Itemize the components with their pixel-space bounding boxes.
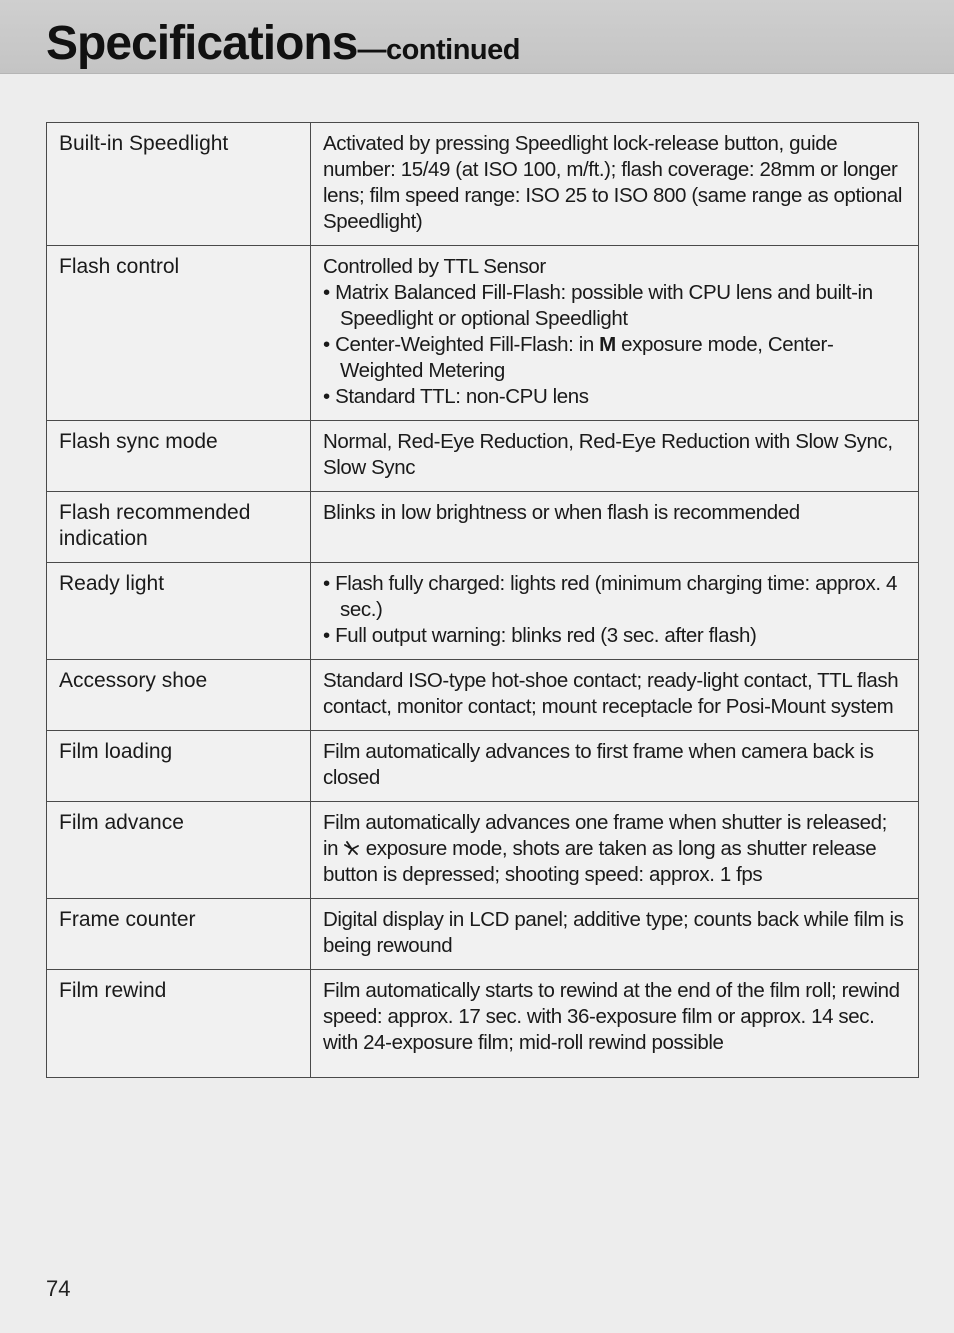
spec-value	[311, 246, 919, 421]
spec-value: Film automatically advances to first frame when camera back is closed	[311, 731, 919, 802]
bullet-item: • Standard TTL: non-CPU lens	[323, 385, 589, 408]
table-row	[47, 802, 919, 899]
spec-label: Flash sync mode	[47, 421, 311, 492]
continuous-mode-icon	[343, 837, 360, 860]
spec-label: Film loading	[47, 731, 311, 802]
page-title	[46, 16, 520, 71]
table-row	[47, 492, 919, 563]
table-row	[47, 970, 919, 1078]
page-title-continued: —continued	[357, 34, 520, 66]
bullet-item: • Flash fully charged: lights red (minimum charging time: approx. 4 sec.)	[323, 572, 897, 621]
spec-label: Film rewind	[47, 970, 311, 1078]
spec-value: Normal, Red-Eye Reduction, Red-Eye Reduction with Slow Sync, Slow Sync	[311, 421, 919, 492]
specifications-table	[46, 122, 919, 1078]
spec-label: Accessory shoe	[47, 660, 311, 731]
spec-value: Standard ISO-type hot-shoe contact; ready-light contact, TTL flash contact, monitor contact; mount receptacle for Posi-Mount system	[311, 660, 919, 731]
table-row	[47, 421, 919, 492]
page-number: 74	[46, 1276, 71, 1301]
page-title-main: Specifications	[46, 17, 358, 70]
spec-value-intro: Controlled by TTL Sensor	[323, 255, 546, 278]
table-row	[47, 123, 919, 246]
spec-value: Film automatically advances one frame when shutter is released; in exposure mode, shots are taken as long as shutter release button is depressed; shooting speed: approx. 1 fps	[311, 802, 919, 899]
table-row	[47, 731, 919, 802]
spec-value: Digital display in LCD panel; additive type; counts back while film is being rewound	[311, 899, 919, 970]
bullet-item: • Center-Weighted Fill-Flash: in M exposure mode, Center-Weighted Metering	[323, 333, 834, 382]
mode-m-label: M	[599, 333, 616, 356]
table-row	[47, 563, 919, 660]
spec-value	[311, 563, 919, 660]
bullet-item: • Matrix Balanced Fill-Flash: possible with CPU lens and built-in Speedlight or optional Speedlight	[323, 281, 873, 330]
spec-label: Frame counter	[47, 899, 311, 970]
spec-label: Built-in Speedlight	[47, 123, 311, 246]
table-row	[47, 246, 919, 421]
spec-label: Flash control	[47, 246, 311, 421]
spec-value: Film automatically starts to rewind at the end of the film roll; rewind speed: approx. 17 sec. with 36-exposure film or approx. 14 sec. with 24-exposure film; mid-roll rewind possible	[311, 970, 919, 1078]
spec-label: Flash recommended indication	[47, 492, 311, 563]
table-row	[47, 899, 919, 970]
bullet-item: • Full output warning: blinks red (3 sec. after flash)	[323, 624, 757, 647]
spec-value: Activated by pressing Speedlight lock-release button, guide number: 15/49 (at ISO 100, m/ft.); flash coverage: 28mm or longer lens; film speed range: ISO 25 to ISO 800 (same range as optional Speedlight)	[311, 123, 919, 246]
spec-label: Ready light	[47, 563, 311, 660]
table-row	[47, 660, 919, 731]
spec-label: Film advance	[47, 802, 311, 899]
spec-value: Blinks in low brightness or when flash is recommended	[311, 492, 919, 563]
